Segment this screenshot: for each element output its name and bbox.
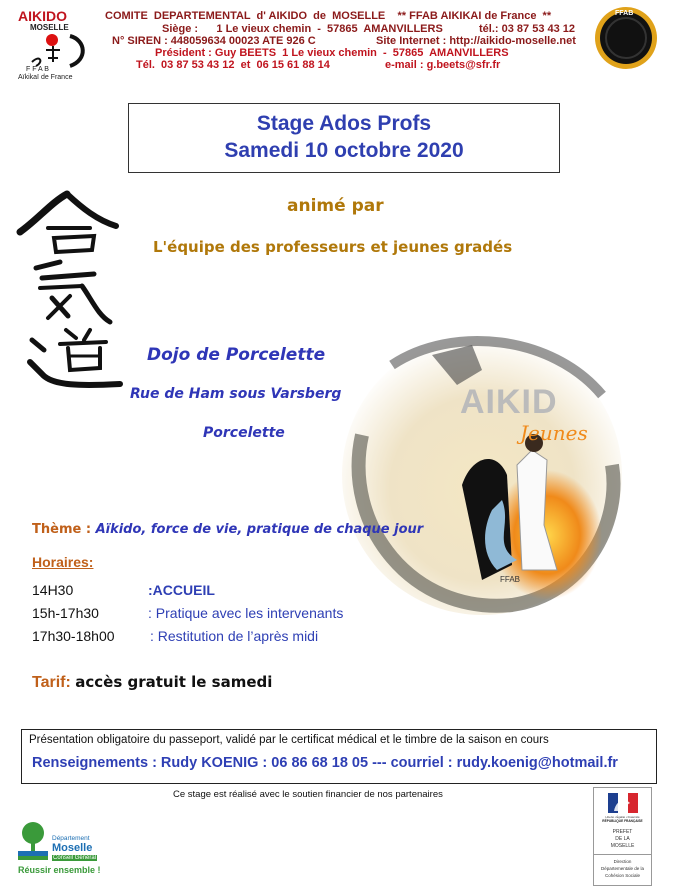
equipe-text: L'équipe des professeurs et jeunes gradés — [153, 238, 513, 256]
header-line-2-right: tél.: 03 87 53 43 12 — [479, 23, 576, 35]
dojo-city: Porcelette — [203, 425, 285, 441]
header-line-3-right: Site Internet : http://aikido-moselle.net — [376, 35, 576, 47]
prefet-line-3: MOSELLE — [610, 843, 635, 849]
ffab-seal-logo — [594, 6, 658, 70]
info-box — [21, 729, 657, 784]
tarif-line — [32, 673, 272, 692]
marianne-icon — [608, 793, 638, 813]
moselle-line-1: Département — [52, 835, 90, 842]
prefet-line-1: PREFET — [612, 829, 633, 835]
rf-motto: Liberté • Égalité • Fraternité — [605, 815, 640, 819]
prefet-moselle-logo — [593, 787, 652, 886]
poster-ffab: FFAB — [500, 575, 521, 584]
theme-label: Thème : — [32, 522, 92, 537]
theme-text: Aïkido, force de vie, pratique de chaque jour — [95, 522, 424, 537]
schedule-desc-3: : Restitution de l’après midi — [150, 628, 319, 644]
moselle-slogan: Réussir ensemble ! — [18, 865, 101, 875]
header-line-4: Président : Guy BEETS 1 Le vieux chemin - 57865 AMANVILLERS — [155, 47, 509, 59]
poster-subword: Jeunes — [520, 421, 588, 445]
title-box — [128, 103, 560, 173]
aikido-moselle-logo — [18, 8, 98, 80]
anime-par-text: animé par — [287, 196, 384, 216]
header-line-1: COMITE DEPARTEMENTAL d' AIKIDO de MOSELLE ** FFAB AIKIKAI de France ** — [105, 10, 552, 22]
tarif-label: Tarif: — [32, 674, 71, 691]
logo-ffab-text: F F A B — [26, 66, 49, 73]
aikido-jeunes-poster-image — [332, 325, 632, 625]
schedule-time-1: 14H30 — [32, 582, 74, 598]
schedule-desc-2: : Pratique avec les intervenants — [148, 605, 344, 621]
ffab-seal-text: FFAB — [615, 10, 634, 17]
prefet-line-2: DE LA — [615, 836, 630, 842]
logo-moselle-text: MOSELLE — [30, 23, 69, 32]
logo-caption: Aïkikaï de France — [18, 74, 73, 81]
title-line-2: Samedi 10 octobre 2020 — [224, 139, 464, 162]
dir-line-2: Départementale de la — [600, 866, 645, 871]
schedule-time-3: 17h30-18h00 — [32, 628, 115, 644]
dojo-name: Dojo de Porcelette — [147, 345, 326, 365]
schedule-desc-1: :ACCUEIL — [148, 582, 215, 598]
theme-line — [32, 522, 423, 537]
dir-line-3: Cohésion Sociale — [604, 873, 641, 878]
tarif-text: accès gratuit le samedi — [75, 673, 273, 691]
dojo-street: Rue de Ham sous Varsberg — [130, 386, 342, 402]
passport-notice: Présentation obligatoire du passeport, validé par le certificat médical et le timbre de la saison en cours — [29, 734, 549, 746]
soutien-text: Ce stage est réalisé avec le soutien financier de nos partenaires — [173, 789, 443, 800]
renseignements-line: Renseignements : Rudy KOENIG : 06 86 68 18 05 --- courriel : rudy.koenig@hotmail.fr — [32, 755, 618, 771]
aikido-kanji-mini-icon — [26, 32, 96, 68]
rf-name: RÉPUBLIQUE FRANÇAISE — [602, 819, 643, 823]
header-line-3-left: N° SIREN : 448059634 00023 ATE 926 C — [112, 35, 316, 47]
moselle-line-2: Moselle — [52, 842, 93, 854]
title-line-1: Stage Ados Profs — [256, 112, 432, 135]
header-line-2-left: Siège : 1 Le vieux chemin - 57865 AMANVILLERS — [162, 23, 443, 35]
moselle-line-3: Conseil Général — [53, 855, 97, 861]
moselle-departement-logo — [16, 821, 102, 879]
header-line-5-left: Tél. 03 87 53 43 12 et 06 15 61 88 14 — [136, 59, 330, 71]
logo-aikido-text: AIKIDO — [18, 8, 67, 24]
poster-word: AIKID — [460, 383, 558, 421]
horaires-label: Horaires: — [32, 554, 94, 570]
moselle-tree-icon — [18, 821, 48, 861]
dragon-circle-illustration — [332, 325, 632, 625]
aikido-kanji-calligraphy — [12, 190, 124, 395]
dir-line-1: Direction — [613, 859, 632, 864]
prefet-divider — [594, 854, 651, 855]
schedule-time-2: 15h-17h30 — [32, 605, 99, 621]
header-line-5-right: e-mail : g.beets@sfr.fr — [385, 59, 501, 71]
